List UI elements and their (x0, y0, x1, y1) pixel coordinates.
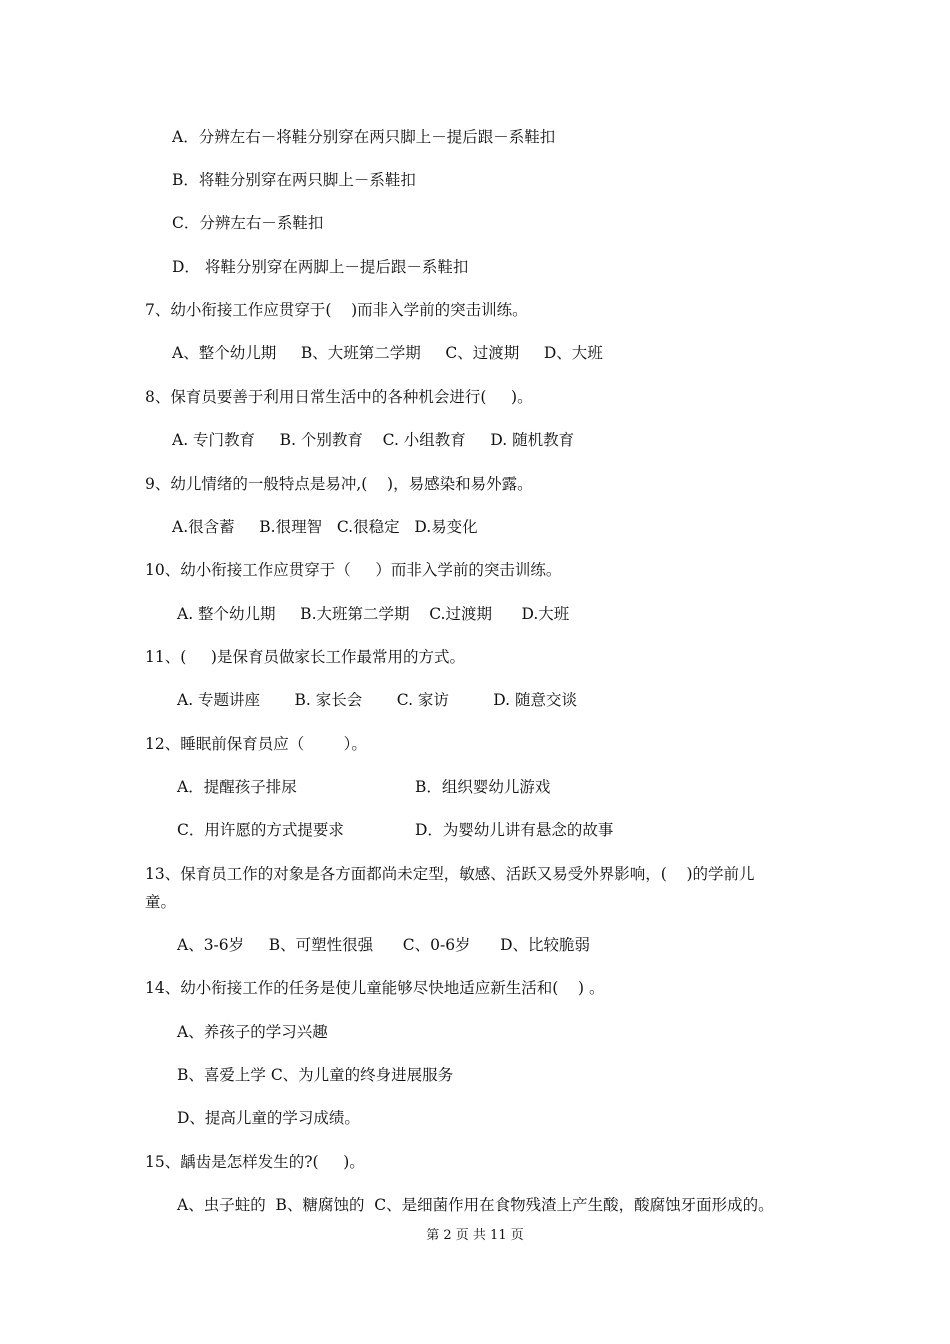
question-8-options: A. 专门教育 B. 个别教育 C. 小组教育 D. 随机教育 (172, 431, 575, 449)
option-b-line: B．将鞋分别穿在两只脚上－系鞋扣 (172, 171, 416, 189)
question-14-option-bc: B、喜爱上学 C、为儿童的终身进展服务 (177, 1066, 454, 1084)
question-12-option-d: D．为婴幼儿讲有悬念的故事 (415, 821, 614, 839)
page-footer: 第 2 页 共 11 页 (426, 1228, 524, 1243)
question-12-option-b: B．组织婴幼儿游戏 (415, 778, 551, 796)
question-9-options: A.很含蓄 B.很理智 C.很稳定 D.易变化 (172, 518, 478, 536)
option-a-line: A．分辨左右－将鞋分别穿在两只脚上－提后跟－系鞋扣 (172, 128, 556, 146)
question-14-option-a: A、养孩子的学习兴趣 (177, 1023, 328, 1041)
option-d-line: D． 将鞋分别穿在两脚上－提后跟－系鞋扣 (172, 258, 469, 276)
question-9: 9、幼儿情绪的一般特点是易冲,( )，易感染和易外露。 (145, 475, 533, 493)
question-15: 15、龋齿是怎样发生的?( )。 (145, 1153, 365, 1171)
question-12-option-a: A．提醒孩子排尿 (177, 778, 297, 796)
question-13: 13、保育员工作的对象是各方面都尚未定型，敏感、活跃又易受外界影响，( )的学前儿 (145, 865, 755, 883)
question-14: 14、幼小衔接工作的任务是使儿童能够尽快地适应新生活和( ) 。 (145, 979, 605, 997)
option-c-line: C．分辨左右－系鞋扣 (172, 214, 324, 232)
question-13-continued: 童。 (145, 893, 177, 911)
question-7-options: A、整个幼儿期 B、大班第二学期 C、过渡期 D、大班 (172, 344, 603, 362)
question-11-options: A. 专题讲座 B. 家长会 C. 家访 D. 随意交谈 (177, 691, 578, 709)
question-12: 12、睡眠前保育员应（ ）。 (145, 735, 367, 753)
question-13-options: A、3-6岁 B、可塑性很强 C、0-6岁 D、比较脆弱 (177, 936, 591, 954)
question-11: 11、( )是保育员做家长工作最常用的方式。 (145, 648, 465, 666)
question-8: 8、保育员要善于利用日常生活中的各种机会进行( )。 (145, 388, 533, 406)
question-10: 10、幼小衔接工作应贯穿于（ ）而非入学前的突击训练。 (145, 561, 562, 579)
question-15-options: A、虫子蛀的 B、糖腐蚀的 C、是细菌作用在食物残渣上产生酸，酸腐蚀牙面形成的。 (177, 1196, 774, 1214)
question-7: 7、幼小衔接工作应贯穿于( )而非入学前的突击训练。 (145, 301, 528, 319)
question-10-options: A. 整个幼儿期 B.大班第二学期 C.过渡期 D.大班 (177, 605, 570, 623)
question-12-option-c: C．用许愿的方式提要求 (177, 821, 344, 839)
question-14-option-d: D、提高儿童的学习成绩。 (177, 1109, 360, 1127)
